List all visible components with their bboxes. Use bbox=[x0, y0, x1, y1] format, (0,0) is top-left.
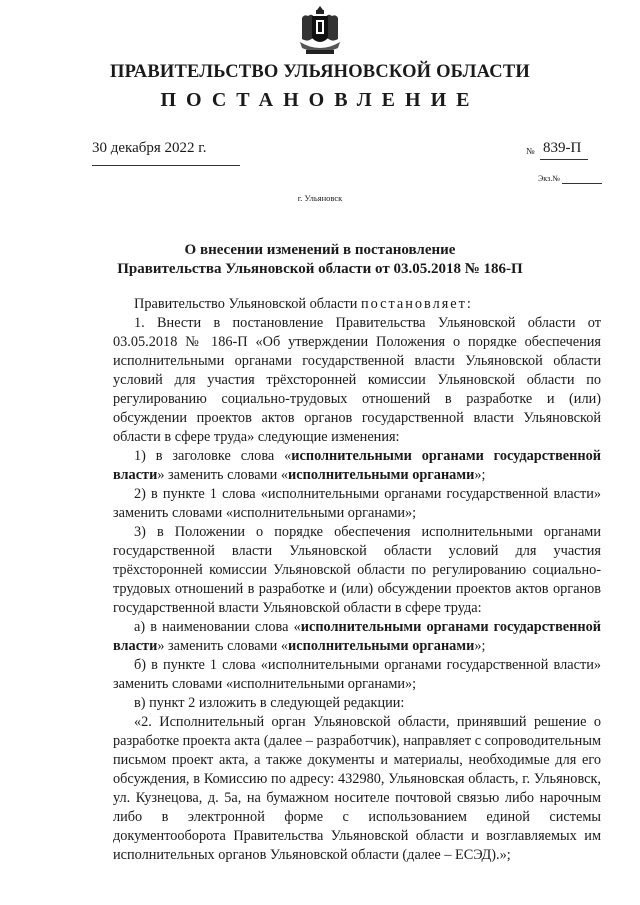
number-underline bbox=[540, 159, 588, 160]
body-paragraph-preamble bbox=[113, 295, 601, 314]
copy-number-underline bbox=[562, 183, 602, 184]
p5-bold-old-words: исполнительными органами государственной власти bbox=[113, 619, 601, 654]
issue-city: г. Ульяновск bbox=[297, 193, 343, 203]
document-subject bbox=[0, 241, 640, 279]
body-paragraph-3: 2) в пункте 1 слова «исполнительными органами государственной власти» заменить словами «исполнительными органами»; bbox=[113, 486, 601, 521]
government-title: ПРАВИТЕЛЬСТВО УЛЬЯНОВСКОЙ ОБЛАСТИ bbox=[110, 62, 530, 82]
p5-text-e: »; bbox=[474, 638, 486, 654]
document-type-title: ПОСТАНОВЛЕНИЕ bbox=[160, 89, 480, 111]
coat-of-arms-icon bbox=[296, 4, 344, 58]
copy-number-label: Экз.№ bbox=[538, 174, 560, 183]
p5-text-c: » заменить словами « bbox=[157, 638, 289, 654]
body-paragraph-6: б) в пункте 1 слова «исполнительными органами государственной власти» заменить словами «исполнительными органами»; bbox=[113, 657, 601, 692]
subject-line-1: О внесении изменений в постановление bbox=[184, 242, 456, 258]
document-number: 839-П bbox=[543, 140, 582, 156]
document-body bbox=[113, 295, 601, 865]
preamble-text: Правительство Ульяновской области bbox=[134, 296, 361, 312]
p2-text-c: » заменить словами « bbox=[157, 467, 289, 483]
p2-text-a: 1) в заголовке слова « bbox=[134, 448, 292, 464]
body-paragraph-7: в) пункт 2 изложить в следующей редакции: bbox=[134, 695, 405, 711]
body-paragraph-8: «2. Исполнительный орган Ульяновской области, принявший решение о разработке проекта акта (далее – разработчик), направляет с сопроводительным письмом проект акта, а также документы и материалы, необходимые для его обсуждения, в Комиссию по адресу: 432980, Ульяновская область, г. Ульяновск, ул. Кузнецова, д. 5а, на бумажном носителе почтовой связью либо нарочным либо в электронной форме с использованием единой системы документооборота Правительства Ульяновской области и возглавляемых им исполнительных органов Ульяновской области (далее – ЕСЭД).»; bbox=[113, 714, 601, 863]
p2-text-e: »; bbox=[474, 467, 486, 483]
subject-line-2: Правительства Ульяновской области от 03.05.2018 № 186-П bbox=[117, 261, 523, 277]
date-underline bbox=[92, 165, 240, 166]
preamble-resolves: постановляет: bbox=[360, 296, 473, 312]
body-paragraph-4: 3) в Положении о порядке обеспечения исполнительными органами государственной власти Ульяновской области условий для участия трёхсторонней комиссии Ульяновской области по регулированию социально-трудовых отношений в разработке и (или) обсуждении проектов актов органов государственной власти Ульяновской области в сфере труда: bbox=[113, 524, 601, 616]
p5-text-a: а) в наименовании слова « bbox=[134, 619, 301, 635]
body-paragraph-2 bbox=[113, 447, 601, 485]
p2-bold-old-words: исполнительными органами государственной власти bbox=[113, 448, 602, 483]
document-date: 30 декабря 2022 г. bbox=[92, 140, 207, 156]
number-prefix: № bbox=[526, 146, 535, 156]
p2-bold-new-words: исполнительными органами bbox=[288, 467, 475, 483]
body-paragraph-1: 1. Внести в постановление Правительства Ульяновской области от 03.05.2018 № 186-П «Об утверждении Положения о порядке обеспечения исполнительными органами государственной власти Ульяновской области условий для участия трёхсторонней комиссии Ульяновской области по регулированию социально-трудовых отношений в разработке и (или) обсуждении проектов актов органов государственной власти Ульяновской области в сфере труда» следующие изменения: bbox=[113, 315, 601, 445]
body-paragraph-5 bbox=[113, 618, 601, 656]
p5-bold-new-words: исполнительными органами bbox=[288, 638, 475, 654]
